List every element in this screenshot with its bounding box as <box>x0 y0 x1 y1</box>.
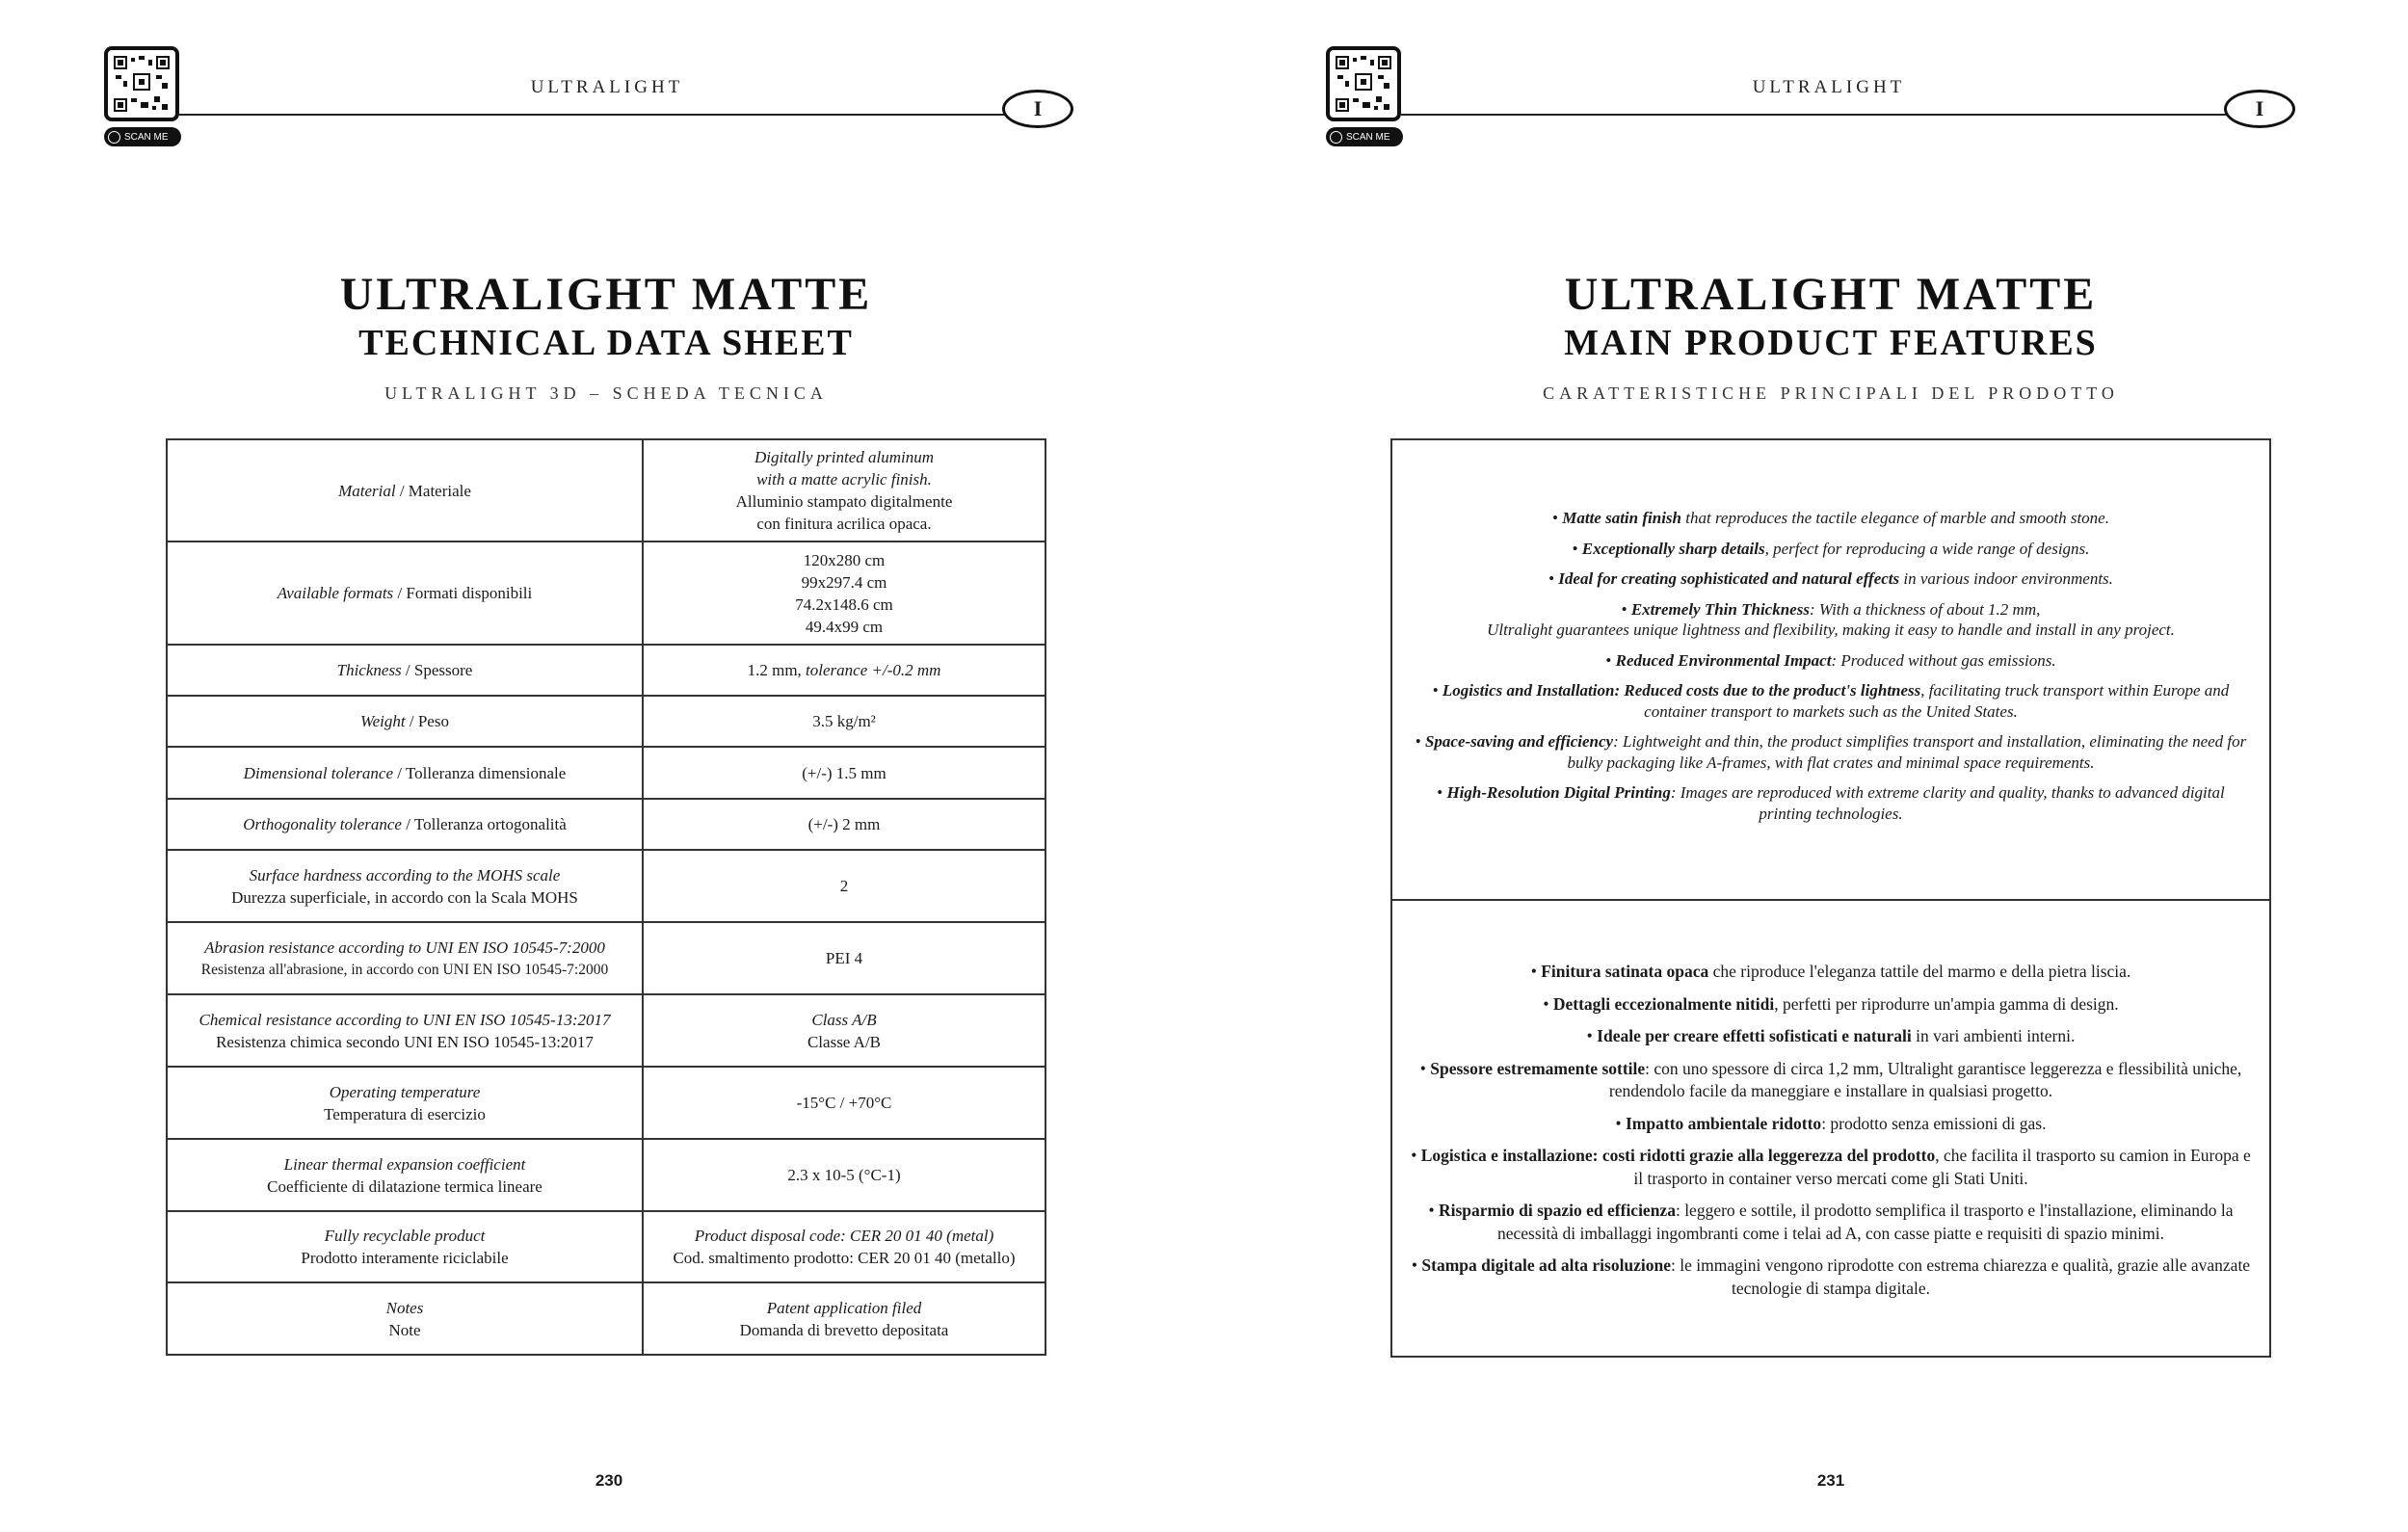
row-value: (+/-) 1.5 mm <box>643 747 1045 799</box>
title-block <box>1349 270 2313 404</box>
row-value: -15°C / +70°C <box>643 1067 1045 1139</box>
list-item: • Exceptionally sharp details, perfect for reproducing a wide range of designs. <box>1572 539 2090 558</box>
list-item: • Space-saving and efficiency: Lightweight and thin, the product simplifies transport and installation, eliminating the need for bulky packaging like A-frames, with flat crates and minimal space requirements. <box>1415 732 2247 772</box>
header-title: ULTRALIGHT <box>1752 77 1906 97</box>
table-row <box>167 439 1045 541</box>
qr-code-icon[interactable] <box>104 46 179 121</box>
qr-pattern <box>114 56 170 112</box>
list-item: • Stampa digitale ad alta risoluzione: le immagini vengono riprodotte con estrema chiarezza e qualità, grazie alle avanzate tecnologie di stampa digitale. <box>1411 1255 2251 1298</box>
row-value: Digitally printed aluminum with a matte acrylic finish. Alluminio stampato digitalmente con finitura acrilica opaca. <box>643 439 1045 541</box>
qr-pattern <box>1336 56 1391 112</box>
row-value: (+/-) 2 mm <box>643 799 1045 850</box>
row-label: Surface hardness according to the MOHS scale Durezza superficiale, in accordo con la Scala MOHS <box>167 850 643 922</box>
table-row <box>167 645 1045 696</box>
row-value: 120x280 cm 99x297.4 cm 74.2x148.6 cm 49.4x99 cm <box>643 541 1045 645</box>
scan-me-badge[interactable] <box>104 127 181 146</box>
row-label: Notes Note <box>167 1282 643 1355</box>
page-subtitle: MAIN PRODUCT FEATURES <box>1564 323 2098 363</box>
row-label: Weight / Peso <box>167 696 643 747</box>
list-item: • Reduced Environmental Impact: Produced without gas emissions. <box>1605 650 2056 670</box>
qr-code-icon[interactable] <box>1326 46 1401 121</box>
row-label: Linear thermal expansion coefficient Coefficiente di dilatazione termica lineare <box>167 1139 643 1211</box>
list-item: • Spessore estremamente sottile: con uno spessore di circa 1,2 mm, Ultralight garantisce leggerezza e flessibilità uniche, rendendolo facile da maneggiare e installare in qualsiasi progetto. <box>1419 1058 2242 1100</box>
row-value: 2 <box>643 850 1045 922</box>
features-en-box <box>1390 438 2271 901</box>
page-title: ULTRALIGHT MATTE <box>339 269 873 320</box>
table-row <box>167 696 1045 747</box>
scan-icon <box>108 131 120 144</box>
page-subtitle-it: ULTRALIGHT 3D – SCHEDA TECNICA <box>384 383 828 403</box>
list-item: • Matte satin finish that reproduces the tactile elegance of marble and smooth stone. <box>1552 509 2109 527</box>
table-row <box>167 747 1045 799</box>
list-item: • Finitura satinata opaca che riproduce l'eleganza tattile del marmo e della pietra liscia. <box>1530 962 2131 981</box>
features-it-box <box>1390 899 2271 1358</box>
row-label: Dimensional tolerance / Tolleranza dimensionale <box>167 747 643 799</box>
row-value: 1.2 mm, tolerance +/-0.2 mm <box>643 645 1045 696</box>
title-block <box>124 270 1088 404</box>
header-rule <box>179 114 1012 116</box>
header-title: ULTRALIGHT <box>530 77 684 97</box>
page-number: 230 <box>595 1471 623 1490</box>
page-number: 231 <box>1816 1471 1845 1490</box>
row-value: PEI 4 <box>643 922 1045 994</box>
table-row <box>167 994 1045 1067</box>
table-row <box>167 541 1045 645</box>
row-label: Material / Materiale <box>167 439 643 541</box>
list-item: • Extremely Thin Thickness: With a thickness of about 1.2 mm, Ultralight guarantees unique lightness and flexibility, making it easy to handle and install in any project. <box>1487 599 2175 639</box>
list-item: • Dettagli eccezionalmente nitidi, perfetti per riprodurre un'ampia gamma di design. <box>1543 993 2119 1014</box>
page-title: ULTRALIGHT MATTE <box>1564 269 2098 320</box>
scan-me-badge[interactable] <box>1326 127 1403 146</box>
scan-icon <box>1330 131 1342 144</box>
page-subtitle-it: CARATTERISTICHE PRINCIPALI DEL PRODOTTO <box>1543 383 2119 403</box>
list-item: • Ideal for creating sophisticated and natural effects in various indoor environments. <box>1548 569 2113 588</box>
row-value: 2.3 x 10-5 (°C-1) <box>643 1139 1045 1211</box>
list-item: • Ideale per creare effetti sofisticati e naturali in vari ambienti interni. <box>1586 1026 2076 1045</box>
table-row <box>167 799 1045 850</box>
list-item: • Risparmio di spazio ed efficienza: leggero e sottile, il prodotto semplifica il trasporto e l'installazione, eliminando la necessità di imballaggi ingombranti come i telai ad A, con casse piatte e requisiti di spazio minimi. <box>1428 1201 2234 1243</box>
list-item: • Logistics and Installation: Reduced costs due to the product's lightness, facilitating truck transport within Europe and container transport to markets such as the United States. <box>1432 681 2230 721</box>
row-label: Orthogonality tolerance / Tolleranza ortogonalità <box>167 799 643 850</box>
scan-label: SCAN ME <box>124 131 169 143</box>
list-item: • High-Resolution Digital Printing: Images are reproduced with extreme clarity and quality, thanks to advanced digital printing technologies. <box>1437 783 2225 823</box>
chapter-badge: I <box>1002 90 1073 128</box>
header-rule <box>1401 114 2234 116</box>
list-item: • Logistica e installazione: costi ridotti grazie alla leggerezza del prodotto, che facilita il trasporto su camion in Europa e il trasporto in container verso mercati come gli Stati Uniti. <box>1411 1146 2251 1188</box>
table-row <box>167 1282 1045 1355</box>
row-value: Product disposal code: CER 20 01 40 (metal) Cod. smaltimento prodotto: CER 20 01 40 (metallo) <box>643 1211 1045 1282</box>
row-label: Chemical resistance according to UNI EN ISO 10545-13:2017 Resistenza chimica secondo UNI EN ISO 10545-13:2017 <box>167 994 643 1067</box>
chapter-badge: I <box>2224 90 2295 128</box>
table-row <box>167 1067 1045 1139</box>
page-subtitle: TECHNICAL DATA SHEET <box>358 323 854 363</box>
row-value: 3.5 kg/m² <box>643 696 1045 747</box>
row-value: Class A/B Classe A/B <box>643 994 1045 1067</box>
row-label: Operating temperature Temperatura di esercizio <box>167 1067 643 1139</box>
table-row <box>167 1139 1045 1211</box>
row-label: Abrasion resistance according to UNI EN ISO 10545-7:2000 Resistenza all'abrasione, in accordo con UNI EN ISO 10545-7:2000 <box>167 922 643 994</box>
technical-data-table <box>166 438 1046 1356</box>
row-label: Available formats / Formati disponibili <box>167 541 643 645</box>
row-label: Thickness / Spessore <box>167 645 643 696</box>
row-label: Fully recyclable product Prodotto interamente riciclabile <box>167 1211 643 1282</box>
list-item: • Impatto ambientale ridotto: prodotto senza emissioni di gas. <box>1615 1113 2047 1133</box>
table-row <box>167 850 1045 922</box>
row-value: Patent application filed Domanda di brevetto depositata <box>643 1282 1045 1355</box>
table-row <box>167 1211 1045 1282</box>
table-row <box>167 922 1045 994</box>
scan-label: SCAN ME <box>1346 131 1390 143</box>
